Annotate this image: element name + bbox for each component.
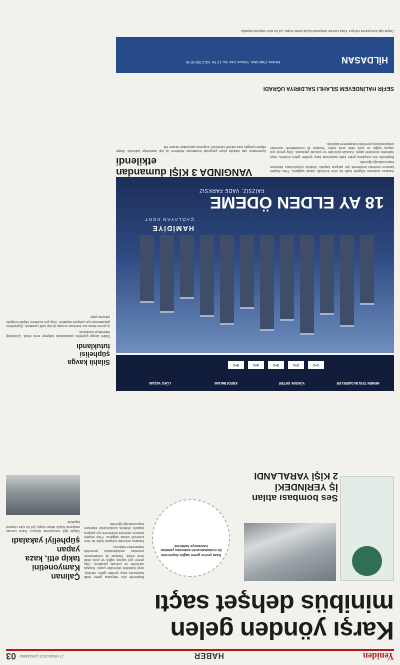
newspaper-brand: Yeniden <box>362 651 394 661</box>
main-headline-line: Karşı yönden gelen <box>170 616 394 644</box>
ad-logo-icon <box>352 546 382 576</box>
quote-bubble <box>152 499 230 577</box>
page-number: 03 <box>6 651 17 661</box>
main-headline-line: minibüs dehşet saçtı <box>154 589 394 617</box>
room-pill: 5+1 <box>228 361 244 369</box>
quote-bubble-text: Kaza yerine gelen sağlık ekiplerinin ilk müdahalesinin ardından yaralılar hastaneye kaldırıldı <box>160 543 222 557</box>
story-headline <box>6 341 110 365</box>
ad-bottom-info: Merkez: Fatih Mah. Yıldırım Cad. No: 12 Tel: 0312 000 00 00 <box>185 60 280 64</box>
fire-story-text <box>116 143 266 153</box>
right-column-story <box>6 475 80 581</box>
ad-title: 18 AY ELDEN ÖDEME <box>209 193 384 212</box>
crash-photo <box>244 523 336 581</box>
room-pill: 2+1 <box>288 361 304 369</box>
left-story-headline <box>238 470 338 503</box>
paragraph: Başkentte dün meydana gelen trafik kazasında karşı şeritten gelen minibüs, seyir halindeki otomobile çarptı. Kazada sürücüler ve yolcular yaralandı. Olay yerine çok sayıda sağlık ve polis ekibi sevk edildi. Yaralılar ilk müdahalenin ardından ambulanslarla çevredeki hastanelere kaldırıldı. <box>84 544 144 579</box>
ad-feature: YÜKSEK GETİRİ <box>279 381 305 385</box>
paragraph: İş yerine atılan ses bombası sonrası iki kişi hafif yaralandı. Şüphelilerin yakalanması için çalışma başlatıldı. Olay yeri inceleme ekipleri bölgede çalışma yaptı. <box>6 315 110 328</box>
paragraph: Kazanın ardından bölgede trafik bir süre kontrollü olarak sağlandı. Polis ekipleri kazanın nedenini belirlemek için çalışma başlattı. Minibüs sürücüsünün ifadesine başvurulacağı öğrenildi. <box>84 521 144 544</box>
ad-subtitle: FAİZSİZ, VADE FARKSIZ <box>199 187 264 193</box>
side-column <box>84 520 144 579</box>
paragraph: Başkentte dün meydana gelen trafik kazasında karşı şeritten gelen minibüs, seyir halindeki otomobile çarptı. Kazada sürücüler ve yolcular yaralandı. Olay yerine çok sayıda sağlık ve polis ekibi sevk edildi. Yaralılar ilk müdahalenin ardından ambulanslarla çevredeki hastanelere kaldırıldı. <box>270 141 394 159</box>
headline-line: Ses bombası atılan <box>251 492 338 503</box>
ad-feature-bar <box>116 355 394 391</box>
paragraph: Olayla ilgili soruşturma sürüyor. Kaza sonrası araçlarda büyük hasar oluştu; yol bir süre ulaşıma kapatıldı. <box>6 520 80 533</box>
fire-story-headline: VANGINDA 3 KİŞİ dumandan etkilendi <box>116 155 253 177</box>
paragraph: Olayla ilgili soruşturma sürüyor. Kaza sonrası araçlarda büyük hasar oluştu; yol bir süre ulaşıma kapatıldı. <box>240 29 394 33</box>
headline-line: şüpheliyi yakaladı <box>11 536 80 545</box>
section-label: HABER <box>194 651 224 660</box>
ad-brand: HAMİDİYE <box>151 224 194 231</box>
bottom-article-text <box>116 27 394 33</box>
right-column-story-2 <box>6 314 110 365</box>
article-text <box>6 314 110 338</box>
right-story-headline <box>6 536 80 581</box>
article-text-column <box>270 140 394 173</box>
side-advertisement <box>340 476 394 581</box>
real-estate-advertisement <box>116 177 394 353</box>
masthead <box>6 649 394 661</box>
ad-feature: HEMEN TESLİM DAİRELER <box>336 381 380 385</box>
room-pill: 1+1 <box>308 361 324 369</box>
headline-line: şüphelisi <box>79 350 110 357</box>
story-photo <box>6 475 80 515</box>
headline-line: Çalınan Kamyonetini <box>31 563 80 581</box>
headline-line: takip etti, kaza yapan <box>25 545 80 563</box>
headline-line: Silahlı kavga <box>67 358 110 365</box>
headline-line: 2 KİŞİ YARALANDI <box>254 470 338 481</box>
paragraph: Silahlı kavga şüphelisi yakalanarak adliyeye sevk edildi. Çıkarıldığı hakimlikçe tutuklandı. <box>6 329 110 338</box>
shooting-story-headline: SEFİR HALİNDEVEM SİLAHLI SALDIRIYA UĞRADI <box>263 85 394 91</box>
article-text <box>6 519 80 533</box>
ad-bottom-brand: HİLDASAN <box>341 55 388 65</box>
dateline: 27 NİSAN 2022 ÇARŞAMBA <box>20 654 64 658</box>
headline-line: İŞ YERİNDEKİ <box>274 481 338 492</box>
ad-feature: LÜKS YAŞAM <box>149 381 171 385</box>
room-pill: 3+1 <box>268 361 284 369</box>
paragraph: Kazanın ardından bölgede trafik bir süre kontrollü olarak sağlandı. Polis ekipleri kazanın nedenini belirlemek için çalışma başlattı. Minibüs sürücüsünün ifadesine başvurulacağı öğrenildi. <box>270 160 394 173</box>
ad-tagline: ÇAĞLAYAN KENT <box>143 217 194 222</box>
room-pill: 4+1 <box>248 361 264 369</box>
main-headline <box>6 589 394 643</box>
paragraph: Apartmanın çatı katında çıkan yangında dumandan etkilenen üç kişi hastaneye kaldırıldı. İtfaiye ekipleri yangını kısa sürede söndürdü; soğutma çalışmaları devam etti. <box>116 144 266 153</box>
ad-feature: KREDİ İMKANI <box>214 381 238 385</box>
headline-line: tutuklandı <box>76 342 110 349</box>
